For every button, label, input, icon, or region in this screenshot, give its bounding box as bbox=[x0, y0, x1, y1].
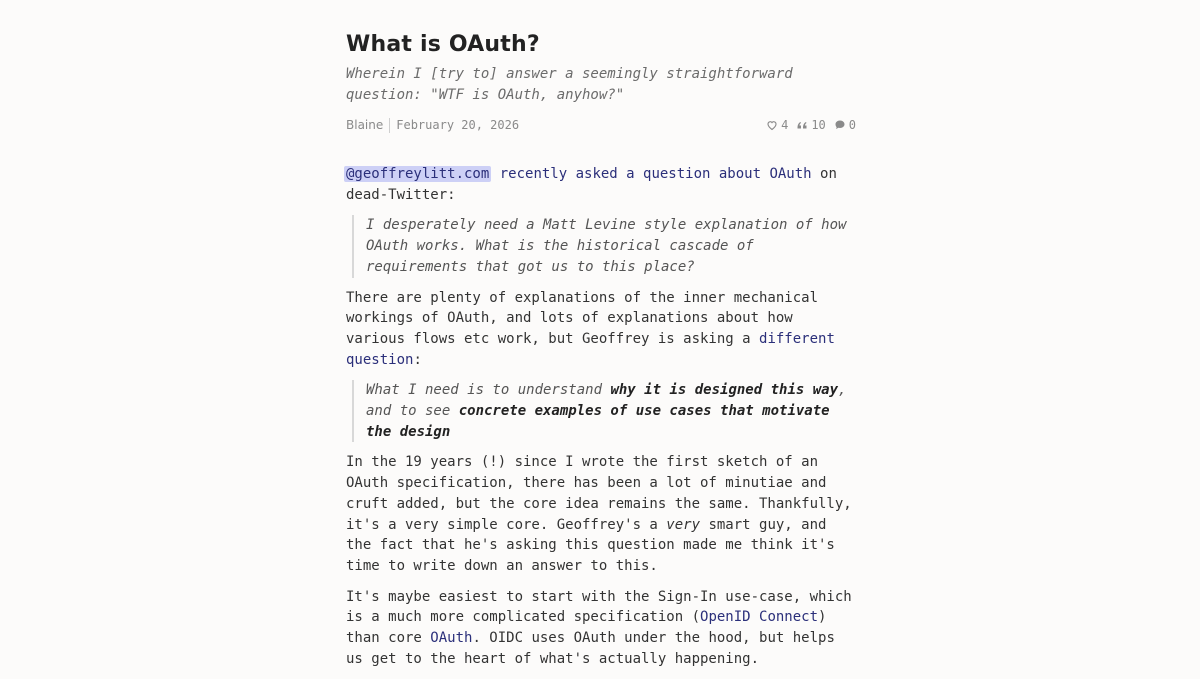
quote-icon bbox=[796, 119, 808, 131]
heart-icon bbox=[766, 119, 778, 131]
byline bbox=[346, 116, 856, 134]
like-button[interactable] bbox=[766, 118, 788, 132]
text: on dead-Twitter: bbox=[346, 166, 837, 203]
text: : bbox=[413, 351, 422, 368]
page-title: What is OAuth? bbox=[346, 32, 540, 57]
comment-count: 0 bbox=[848, 118, 856, 132]
different-question-link[interactable]: different question bbox=[346, 330, 835, 368]
blockquote bbox=[352, 380, 856, 442]
text: What I need is to understand bbox=[366, 382, 611, 399]
text: It's maybe easiest to start with the Sign-In use-case, which is a much more complicated specification ( bbox=[346, 588, 852, 626]
like-count: 4 bbox=[781, 118, 789, 132]
paragraph bbox=[346, 164, 856, 205]
publish-date: February 20, 2026 bbox=[396, 118, 520, 132]
quote-button[interactable] bbox=[796, 118, 825, 132]
paragraph bbox=[346, 587, 856, 670]
comment-icon bbox=[834, 119, 846, 131]
text: ) than core bbox=[346, 609, 827, 647]
post-stats bbox=[766, 118, 856, 132]
paragraph bbox=[346, 452, 856, 576]
quote-count: 10 bbox=[811, 118, 826, 132]
subtitle: Wherein I [try to] answer a seemingly straightforward question: "WTF is OAuth, anyhow?" bbox=[346, 66, 793, 103]
emphasis: very bbox=[666, 516, 701, 533]
text: In the 19 years (!) since I wrote the first sketch of an OAuth specification, there has been a lot of minutiae and cruft added, but the core idea remains the same. Thankfully, it's a very simple core. Geoffrey's a bbox=[346, 454, 852, 533]
divider bbox=[389, 118, 390, 133]
author-link[interactable]: Blaine bbox=[346, 118, 384, 132]
text: There are plenty of explanations of the inner mechanical workings of OAuth, and lots of explanations about how various flows etc work, but Geoffrey is asking a bbox=[346, 289, 819, 347]
text: smart guy, and the fact that he's asking this question made me think it's time to write down an answer to this. bbox=[346, 516, 835, 574]
comment-button[interactable] bbox=[834, 118, 856, 132]
article-body bbox=[346, 164, 856, 679]
text: , and to see bbox=[366, 382, 847, 420]
mention-link[interactable]: @geoffreylitt.com bbox=[346, 166, 490, 182]
blockquote: I desperately need a Matt Levine style explanation of how OAuth works. What is the historical cascade of requirements that got us to this place? bbox=[352, 215, 856, 277]
oauth-link[interactable]: OAuth bbox=[430, 630, 473, 647]
paragraph bbox=[346, 288, 856, 371]
bold-text: why it is designed this way bbox=[610, 382, 839, 399]
openid-connect-link[interactable]: OpenID Connect bbox=[700, 609, 819, 626]
tweet-link[interactable]: recently asked a question about OAuth bbox=[499, 166, 812, 182]
bold-text: concrete examples of use cases that motivate the design bbox=[366, 403, 830, 440]
text: . OIDC uses OAuth under the hood, but helps us get to the heart of what's actually happening. bbox=[346, 630, 835, 667]
